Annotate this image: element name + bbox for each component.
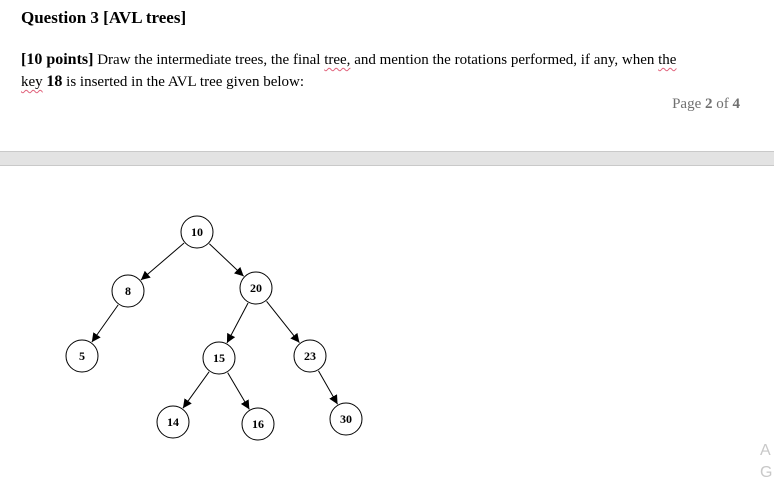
page-of: of: [712, 96, 733, 112]
question-text: [21, 49, 741, 93]
tree-node-label: 5: [79, 349, 85, 363]
page-separator: [0, 151, 774, 166]
document-page-top: [0, 0, 774, 151]
tree-edges: [92, 243, 338, 409]
tree-node-label: 23: [304, 349, 316, 363]
tree-edge-arrow: [209, 244, 243, 277]
tree-node-label: 8: [125, 284, 131, 298]
tree-edge-arrow: [141, 243, 184, 280]
key-value: 18: [46, 73, 63, 90]
page-total: 4: [732, 96, 740, 112]
avl-tree-diagram: [0, 166, 774, 483]
question-title: Question 3 [AVL trees]: [21, 8, 187, 27]
spellcheck-word-key: key: [21, 74, 43, 90]
cropped-letter: G: [760, 464, 773, 481]
question-text-part: Draw the intermediate trees, the final: [93, 52, 325, 68]
tree-node-label: 30: [340, 412, 352, 426]
tree-node: [330, 403, 362, 435]
tree-edge-arrow: [227, 303, 248, 343]
spellcheck-word-the: the: [658, 52, 677, 68]
tree-node: [157, 406, 189, 438]
tree-node: [112, 275, 144, 307]
question-text-part: and mention the rotations performed, if any, when: [350, 52, 659, 68]
tree-node: [66, 340, 98, 372]
cropped-letter: A: [760, 442, 771, 459]
page-prefix: Page: [672, 96, 705, 112]
tree-node: [242, 408, 274, 440]
spellcheck-word-tree: tree,: [324, 52, 351, 68]
question-text-part: is inserted in the AVL tree given below:: [62, 74, 305, 90]
tree-edge-arrow: [318, 371, 337, 404]
tree-node: [240, 272, 272, 304]
cropped-side-text: [760, 440, 772, 484]
tree-edge-arrow: [228, 373, 250, 410]
document-page-bottom: [0, 166, 774, 483]
tree-node: [294, 340, 326, 372]
tree-nodes: [66, 216, 362, 440]
tree-node-label: 10: [191, 225, 203, 239]
tree-node-label: 20: [250, 281, 262, 295]
tree-node-label: 14: [167, 415, 179, 429]
page-current: 2: [705, 96, 713, 112]
tree-node: [203, 342, 235, 374]
page-indicator: [672, 96, 740, 113]
tree-edge-arrow: [267, 301, 300, 342]
tree-node-label: 15: [213, 351, 225, 365]
tree-edge-arrow: [183, 372, 209, 408]
points-label: [10 points]: [21, 51, 94, 68]
tree-node: [181, 216, 213, 248]
tree-edge-arrow: [92, 305, 118, 342]
tree-node-label: 16: [252, 417, 264, 431]
